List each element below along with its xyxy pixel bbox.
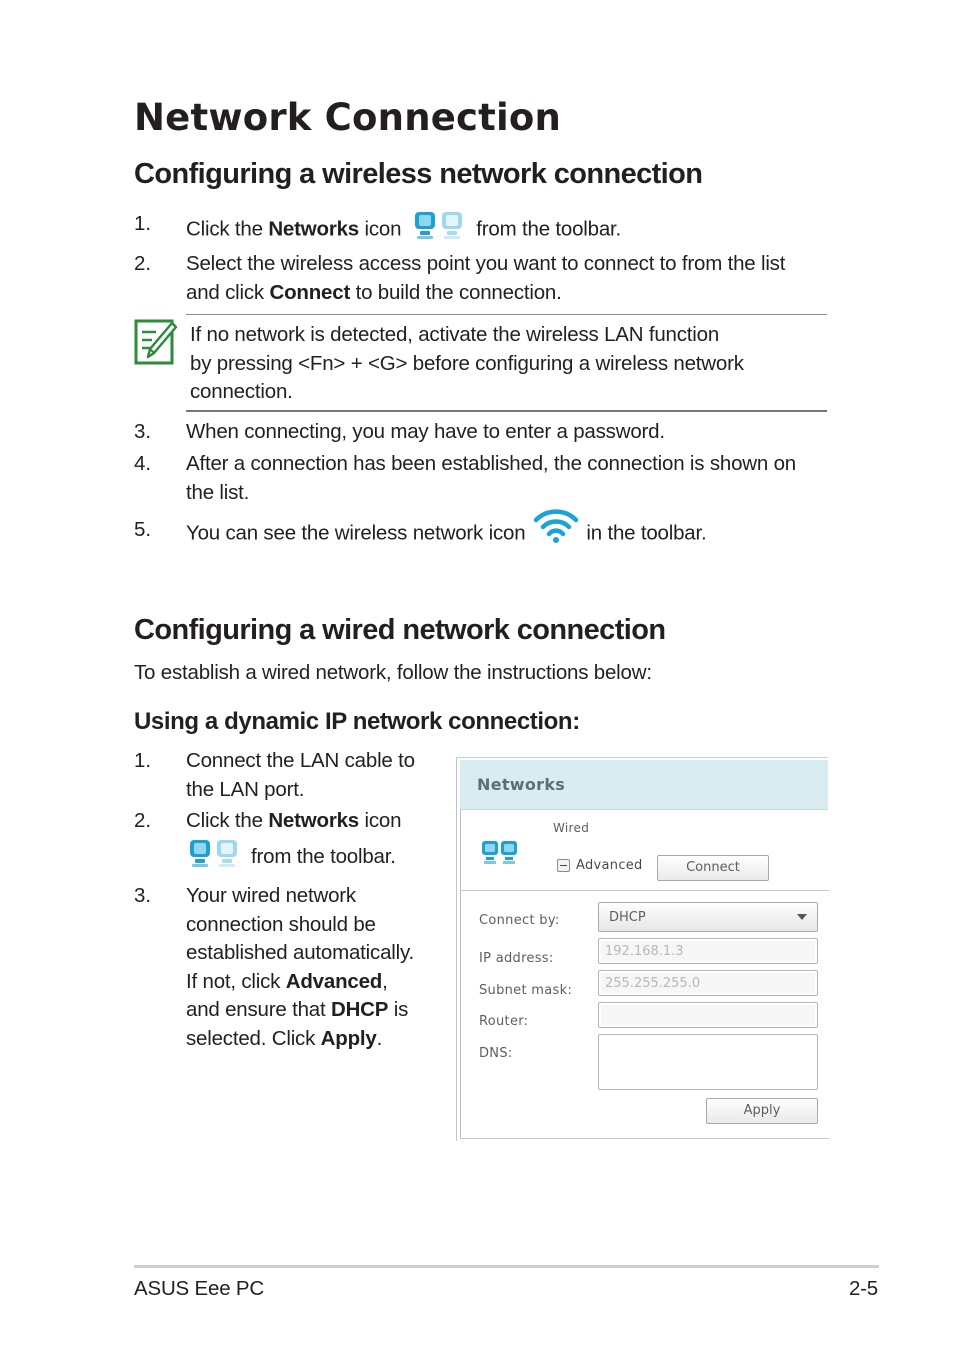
step-text: Click the <box>186 809 269 832</box>
footer-rule <box>134 1265 879 1268</box>
step-number: 3. <box>134 884 152 907</box>
router-label: Router: <box>479 1014 529 1029</box>
step-number: 5. <box>134 518 152 541</box>
step-text: Select the wireless access point you want to connect to from the list <box>186 252 786 275</box>
wired-intro: To establish a wired network, follow the instructions below: <box>134 661 652 684</box>
connect-button[interactable]: Connect <box>657 855 769 881</box>
step-bold-networks: Networks <box>268 217 359 241</box>
step-text: If not, click <box>186 969 286 993</box>
note-bottom-rule <box>186 410 827 412</box>
networks-panel <box>456 757 828 1141</box>
step-number: 2. <box>134 252 152 275</box>
wireless-step-2 <box>186 250 785 307</box>
step-text: You can see the wireless network icon <box>186 521 526 545</box>
wired-network-icon <box>481 840 519 870</box>
step-text: Your wired network <box>186 884 356 907</box>
networks-icon <box>413 210 467 251</box>
step-text: Click the <box>186 217 269 241</box>
step-bold-connect: Connect <box>269 280 351 304</box>
step-number: 4. <box>134 452 152 475</box>
step-text: to build the connection. <box>350 280 562 304</box>
step-text: connection should be <box>186 912 376 936</box>
wired-step-1 <box>186 747 415 804</box>
step-text: Connect the LAN cable to <box>186 749 415 772</box>
wireless-step-1 <box>186 210 621 251</box>
step-bold-apply: Apply <box>320 1026 377 1050</box>
subnet-mask-field[interactable] <box>598 970 818 996</box>
step-bold-networks: Networks <box>268 809 359 832</box>
wifi-icon <box>533 508 579 553</box>
wired-label: Wired <box>553 821 590 835</box>
step-text: the list. <box>186 480 250 504</box>
connect-by-value: DHCP <box>609 910 646 925</box>
dns-field[interactable] <box>598 1034 818 1090</box>
step-text: in the toolbar. <box>580 521 707 545</box>
step-text: is <box>388 998 409 1021</box>
step-text: from the toolbar. <box>470 217 622 241</box>
note-line: by pressing <Fn> + <G> before configuring a wireless network <box>190 351 744 375</box>
step-text: from the toolbar. <box>251 845 396 868</box>
step-text: icon <box>359 217 402 241</box>
networks-icon <box>188 838 242 877</box>
ip-address-label: IP address: <box>479 951 554 966</box>
wireless-heading: Configuring a wireless network connection <box>134 158 703 190</box>
ip-address-value: 192.168.1.3 <box>605 944 684 959</box>
footer-left: ASUS Eee PC <box>134 1277 264 1300</box>
note-icon <box>134 317 178 372</box>
dynamic-ip-subheading: Using a dynamic IP network connection: <box>134 708 580 735</box>
wired-heading: Configuring a wired network connection <box>134 614 666 646</box>
wired-connection-box <box>460 810 829 891</box>
step-text: the LAN port. <box>186 777 305 801</box>
subnet-mask-value: 255.255.255.0 <box>605 976 701 991</box>
wireless-step-4 <box>186 450 796 507</box>
step-text: icon <box>359 809 402 832</box>
wireless-step-5 <box>186 516 707 553</box>
step-bold-dhcp: DHCP <box>330 998 389 1021</box>
step-text-line <box>186 1025 414 1054</box>
router-field[interactable] <box>598 1002 818 1028</box>
step-text: After a connection has been established, the connection is shown on <box>186 452 796 475</box>
connect-by-select[interactable] <box>598 902 818 932</box>
note-line: If no network is detected, activate the wireless LAN function <box>190 323 720 346</box>
step-text: and ensure that <box>186 998 331 1021</box>
connect-by-label: Connect by: <box>479 913 560 928</box>
panel-header-title: Networks <box>477 775 566 794</box>
advanced-toggle-label[interactable]: Advanced <box>576 858 643 873</box>
step-number: 3. <box>134 420 152 443</box>
page-title: Network Connection <box>134 96 562 139</box>
step-text: . <box>376 1026 383 1050</box>
step-text-line <box>186 968 414 997</box>
note-line: connection. <box>190 380 293 403</box>
wired-step-3 <box>186 882 414 1053</box>
field-inner <box>601 1005 815 1025</box>
subnet-mask-label: Subnet mask: <box>479 983 573 998</box>
dns-label: DNS: <box>479 1046 513 1061</box>
step-text: established automatically. <box>186 941 415 964</box>
step-text-line <box>186 996 414 1025</box>
wired-step-2 <box>186 807 401 836</box>
step-number: 1. <box>134 212 152 235</box>
advanced-collapse-icon[interactable] <box>557 859 570 872</box>
panel-header <box>460 760 828 810</box>
ip-address-field[interactable] <box>598 938 818 964</box>
chevron-down-icon <box>797 914 807 920</box>
step-text: , <box>382 969 388 993</box>
step-text: and click <box>186 280 270 304</box>
step-text-line <box>186 807 401 836</box>
step-number: 1. <box>134 749 152 772</box>
note-text <box>190 321 744 407</box>
step-text-line <box>186 279 785 308</box>
note-top-rule <box>186 314 827 315</box>
step-text: selected. Click <box>186 1026 321 1050</box>
step-number: 2. <box>134 809 152 832</box>
step-bold-advanced: Advanced <box>285 969 383 993</box>
apply-button[interactable]: Apply <box>706 1098 818 1124</box>
wireless-step-3: When connecting, you may have to enter a password. <box>186 420 665 443</box>
page-number: 2-5 <box>848 1277 878 1300</box>
